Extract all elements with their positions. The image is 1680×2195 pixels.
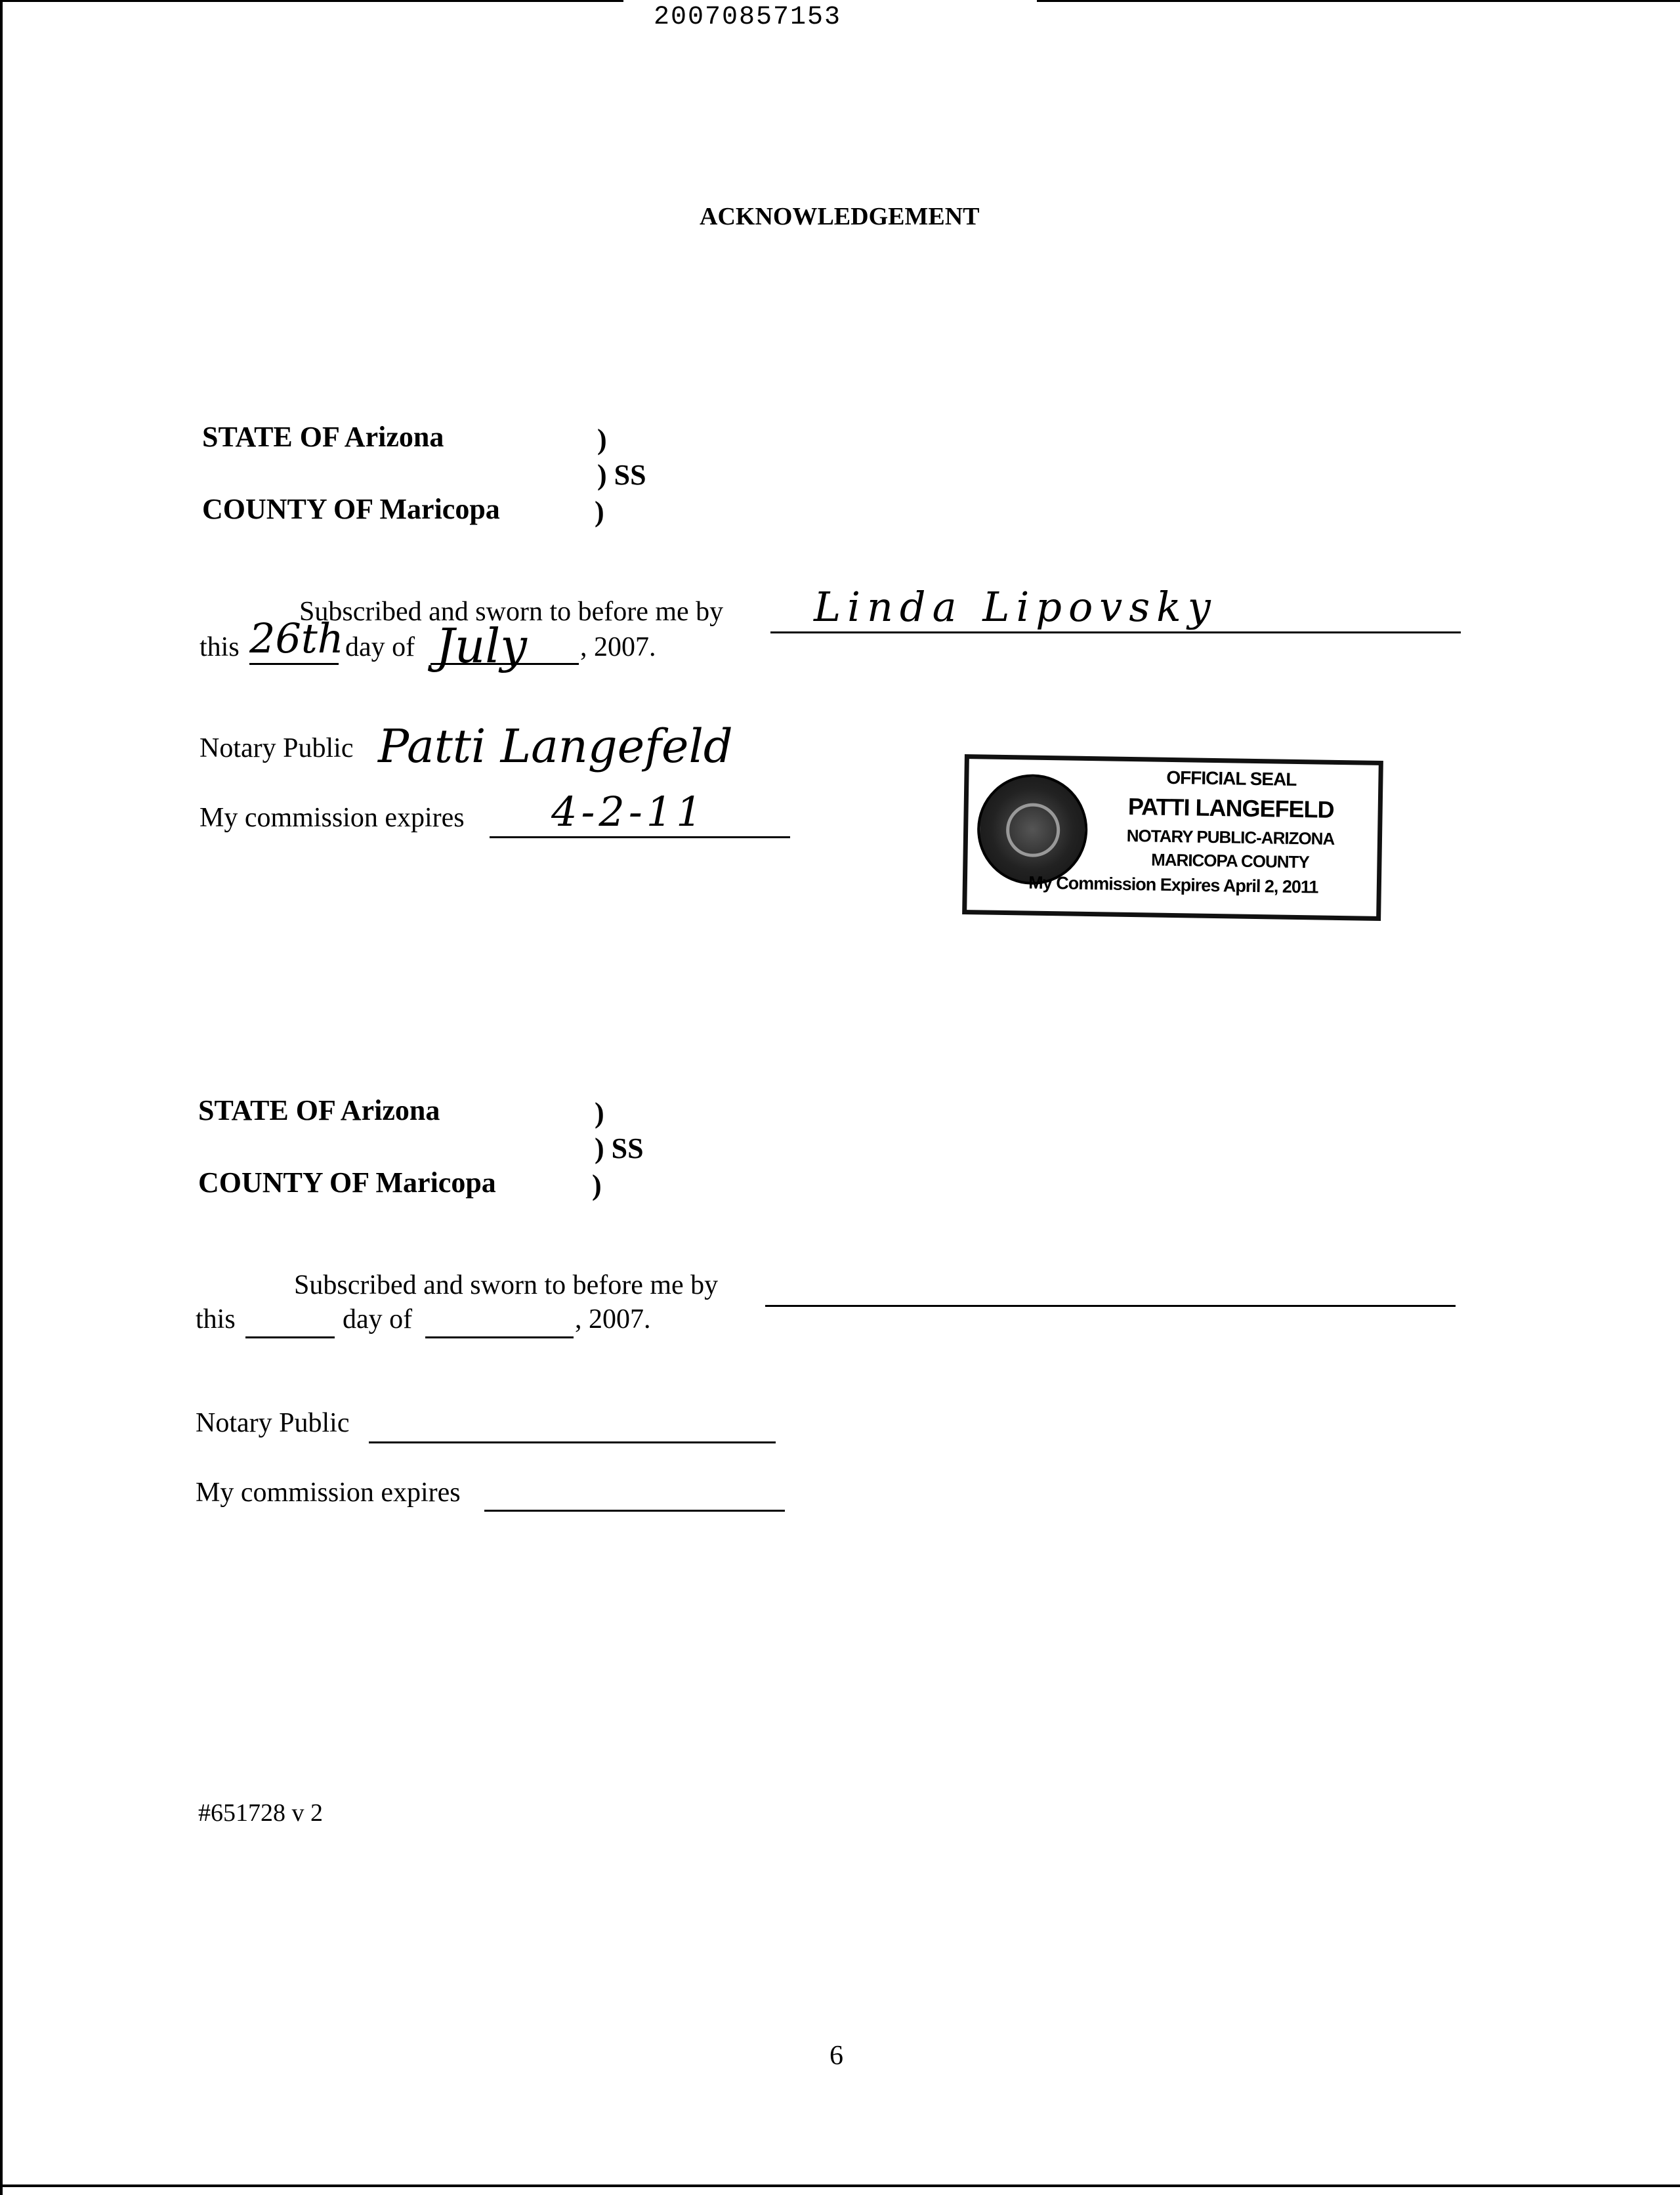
top-edge-line-right [1037, 0, 1680, 2]
document-number: 20070857153 [654, 3, 842, 32]
stamp-line-5: My Commission Expires April 2, 2011 [1028, 872, 1318, 897]
month-value-handwritten: July [436, 618, 527, 673]
day-line [249, 663, 339, 665]
year-text: , 2007. [575, 1304, 651, 1334]
notary-label: Notary Public [200, 733, 354, 763]
ss-label: ) SS [595, 1132, 644, 1164]
notary-line [369, 1441, 776, 1443]
page-title: ACKNOWLEDGEMENT [700, 203, 980, 230]
state-label: STATE OF Arizona [202, 421, 444, 453]
day-value-handwritten: 26th [249, 614, 344, 662]
day-of-text: day of [345, 632, 415, 662]
month-line [425, 1336, 574, 1338]
county-label: COUNTY OF Maricopa [202, 493, 500, 525]
paren-top: ) [597, 423, 607, 456]
notary-label: Notary Public [196, 1408, 350, 1438]
bottom-edge-line [0, 2184, 1680, 2187]
page-number: 6 [830, 2041, 843, 2071]
subscribed-text: Subscribed and sworn to before me by [299, 597, 724, 627]
stamp-line-4: MARICOPA COUNTY [1150, 849, 1310, 872]
commission-label: My commission expires [196, 1478, 461, 1508]
state-label: STATE OF Arizona [198, 1094, 440, 1126]
paren-top: ) [595, 1097, 604, 1129]
document-reference: #651728 v 2 [198, 1799, 323, 1827]
commission-line [484, 1510, 785, 1512]
notary-signature-handwritten: Patti Langefeld [378, 719, 733, 773]
notary-seal-stamp [962, 754, 1383, 921]
left-edge-line [0, 0, 3, 2195]
year-text: , 2007. [580, 632, 656, 662]
commission-line [490, 836, 790, 838]
top-edge-line-left [0, 0, 623, 2]
signer-name-handwritten: Linda Lipovsky [814, 583, 1217, 631]
signer-line [765, 1305, 1456, 1307]
ss-label: ) SS [597, 459, 646, 491]
state-seal-icon [976, 773, 1089, 885]
this-text: this [196, 1304, 236, 1334]
day-line [245, 1336, 335, 1338]
stamp-line-3: NOTARY PUBLIC-ARIZONA [1126, 825, 1335, 849]
commission-value-handwritten: 4-2-11 [551, 788, 706, 836]
signer-line [770, 631, 1461, 633]
day-of-text: day of [343, 1304, 413, 1334]
paren-bottom: ) [595, 496, 604, 528]
this-text: this [200, 632, 240, 662]
county-label: COUNTY OF Maricopa [198, 1166, 496, 1199]
subscribed-text: Subscribed and sworn to before me by [294, 1270, 719, 1300]
stamp-line-2: PATTI LANGEFELD [1127, 792, 1334, 823]
paren-bottom: ) [592, 1169, 602, 1201]
stamp-line-1: OFFICIAL SEAL [1166, 767, 1297, 790]
commission-label: My commission expires [200, 803, 465, 833]
